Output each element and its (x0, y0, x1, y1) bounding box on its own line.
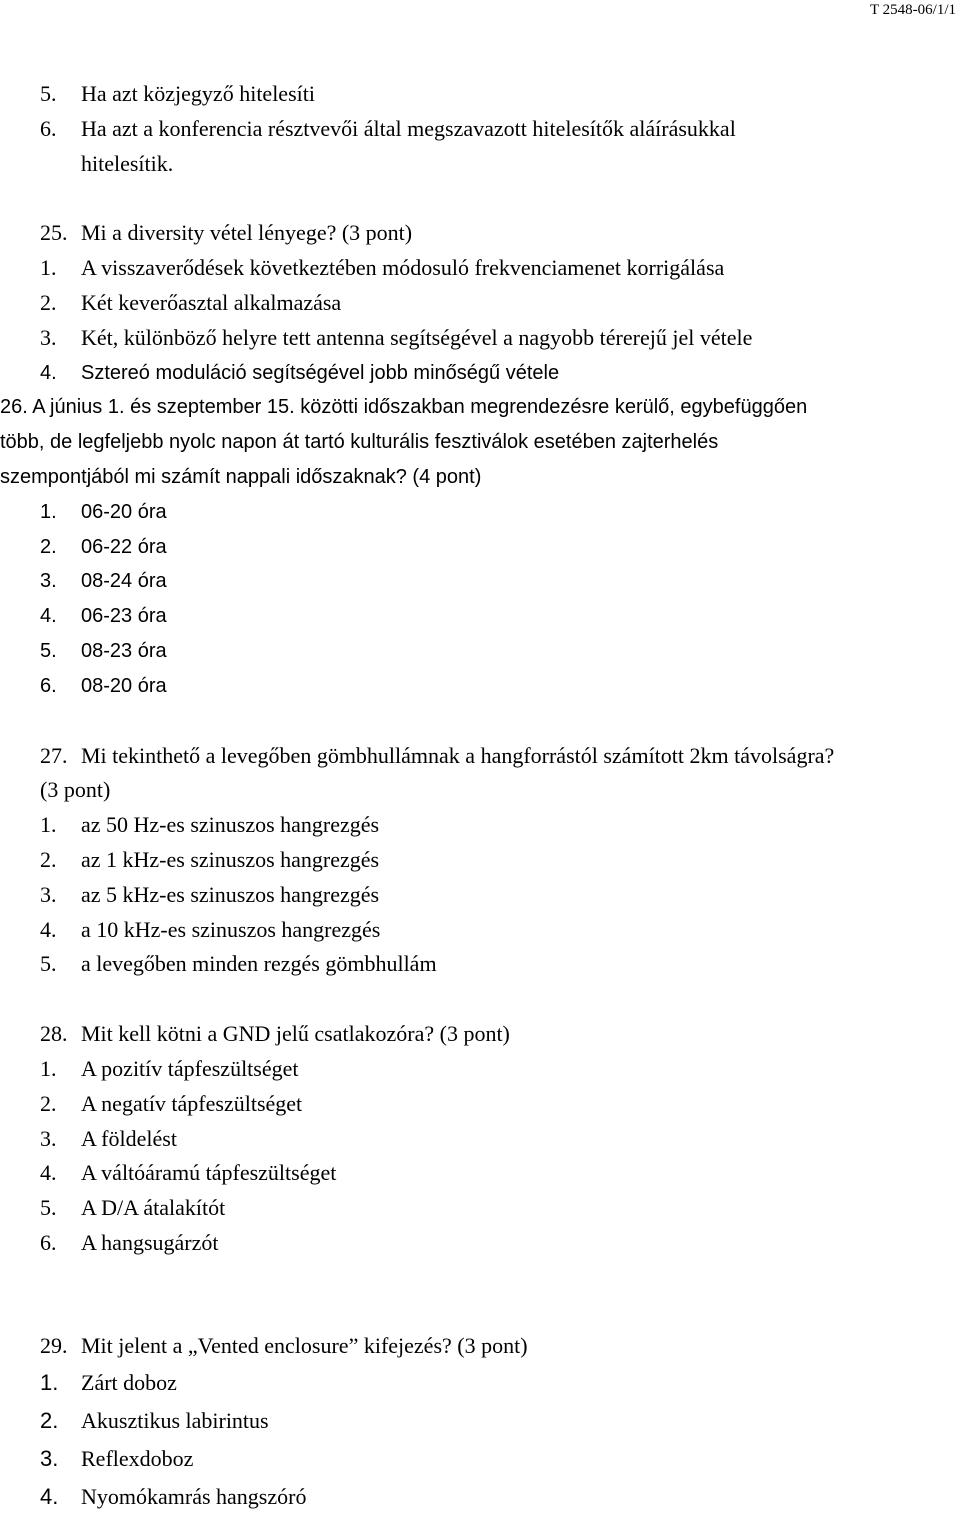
list-item (40, 1122, 958, 1157)
list-item (40, 599, 958, 634)
option-number: 5. (40, 1195, 57, 1221)
exam-page (0, 77, 958, 1516)
list-item (40, 77, 958, 112)
list-item (40, 1156, 958, 1191)
option-text: 06-22 óra (81, 535, 167, 558)
option-number: 6. (40, 1229, 57, 1255)
option-number: 2. (40, 535, 57, 558)
question-27 (40, 739, 958, 983)
question-25 (40, 216, 958, 390)
option-number: 1. (40, 1369, 59, 1395)
option-text: az 50 Hz-es szinuszos hangrezgés (81, 812, 380, 838)
document-code: T 2548-06/1/1 (870, 2, 956, 18)
list-item (40, 843, 958, 878)
option-number: 2. (40, 846, 57, 872)
list-item (40, 634, 958, 669)
list-item (40, 669, 958, 704)
option-number: 4. (40, 916, 57, 942)
list-item (40, 1226, 958, 1261)
question-text-line: több, de legfeljebb nyolc napon át tartó kulturális fesztiválok esetében zajterhelés (0, 431, 719, 454)
option-number: 5. (40, 81, 57, 106)
option-continuation: hitelesítik. (81, 150, 174, 176)
question-title (40, 1329, 958, 1364)
list-item (40, 878, 958, 913)
question-text: Mit jelent a „Vented enclosure” kifejezés? (3 pont) (81, 1332, 528, 1358)
option-text: Ha azt közjegyző hitelesíti (81, 81, 315, 106)
option-number: 2. (40, 289, 57, 315)
list-item (40, 495, 958, 530)
option-text: Ha azt a konferencia résztvevői által megszavazott hitelesítők aláírásukkal (81, 115, 736, 141)
option-number: 3. (40, 1445, 59, 1471)
option-text: A váltóáramú tápfeszültséget (81, 1160, 337, 1186)
option-number: 5. (40, 951, 57, 977)
option-number: 3. (40, 881, 57, 907)
list-item (40, 1440, 958, 1478)
question-text-rest: közötti időszakban megrendezésre kerülő, egybefüggően (300, 396, 808, 419)
option-number: 4. (40, 1483, 59, 1509)
option-number: 1. (40, 500, 57, 523)
option-text: Sztereó moduláció segítségével jobb minőségű vétele (81, 361, 560, 384)
question-number: 27. (40, 742, 68, 768)
list-item (40, 530, 958, 565)
question-title (40, 1017, 958, 1052)
question-text-line: szempontjából mi számít nappali időszaknak? (4 pont) (0, 465, 482, 488)
option-number: 4. (40, 605, 57, 628)
option-text: A D/A átalakítót (81, 1195, 226, 1221)
list-item (40, 1052, 958, 1087)
option-text: Reflexdoboz (81, 1445, 194, 1471)
option-text: az 5 kHz-es szinuszos hangrezgés (81, 881, 380, 907)
previous-question-options (40, 77, 958, 181)
question-28 (40, 1017, 958, 1261)
question-title (40, 216, 958, 251)
list-item (40, 1364, 958, 1402)
question-text-start: 26. A június 1. és szeptember 15. (0, 396, 295, 419)
option-number: 6. (40, 674, 57, 697)
list-item (40, 913, 958, 948)
option-number: 2. (40, 1090, 57, 1116)
option-number: 1. (40, 1055, 57, 1081)
list-item (40, 356, 958, 391)
option-text: A negatív tápfeszültséget (81, 1090, 303, 1116)
question-number: 25. (40, 220, 68, 246)
question-number: 28. (40, 1021, 68, 1047)
question-29 (40, 1329, 958, 1516)
option-text: 08-20 óra (81, 674, 167, 697)
list-item (40, 1191, 958, 1226)
option-text: A földelést (81, 1125, 177, 1151)
option-text: Akusztikus labirintus (81, 1407, 269, 1433)
list-item (40, 1478, 958, 1516)
list-item (40, 808, 958, 843)
option-number: 1. (40, 255, 57, 281)
list-item (40, 321, 958, 356)
option-text: Nyomókamrás hangszóró (81, 1483, 307, 1509)
option-number: 3. (40, 324, 57, 350)
option-text: A hangsugárzót (81, 1229, 219, 1255)
question-26 (0, 390, 958, 703)
option-text: 06-20 óra (81, 500, 167, 523)
option-number: 5. (40, 639, 57, 662)
option-text: Két keverőasztal alkalmazása (81, 289, 342, 315)
option-text: a 10 kHz-es szinuszos hangrezgés (81, 916, 381, 942)
option-text: A visszaverődések következtében módosuló frekvenciamenet korrigálása (81, 255, 725, 281)
option-number: 6. (40, 115, 57, 141)
option-text: 08-24 óra (81, 570, 167, 593)
list-item (40, 947, 958, 982)
list-item (40, 1402, 958, 1440)
list-item (40, 564, 958, 599)
option-number: 4. (40, 361, 57, 384)
question-title (40, 739, 958, 774)
option-number: 3. (40, 570, 57, 593)
option-text: a levegőben minden rezgés gömbhullám (81, 951, 437, 977)
option-number: 3. (40, 1125, 57, 1151)
question-number: 29. (40, 1332, 68, 1358)
option-number: 4. (40, 1160, 57, 1186)
question-text: Mi tekinthető a levegőben gömbhullámnak a hangforrástól számított 2km távolságra? (81, 742, 835, 768)
question-points: (3 pont) (40, 777, 111, 803)
option-number: 1. (40, 812, 57, 838)
option-text: 06-23 óra (81, 605, 167, 628)
option-text: 08-23 óra (81, 639, 167, 662)
list-item (40, 251, 958, 286)
question-title (0, 390, 958, 425)
option-text: A pozitív tápfeszültséget (81, 1055, 299, 1081)
list-item (40, 1087, 958, 1122)
list-item (40, 286, 958, 321)
option-number: 2. (40, 1407, 59, 1433)
question-text: Mit kell kötni a GND jelű csatlakozóra? (3 pont) (81, 1021, 510, 1047)
option-text: Két, különböző helyre tett antenna segítségével a nagyobb térerejű jel vétele (81, 324, 753, 350)
list-item (40, 112, 958, 147)
option-text: Zárt doboz (81, 1369, 177, 1395)
question-text: Mi a diversity vétel lényege? (3 pont) (81, 220, 413, 246)
option-text: az 1 kHz-es szinuszos hangrezgés (81, 846, 380, 872)
